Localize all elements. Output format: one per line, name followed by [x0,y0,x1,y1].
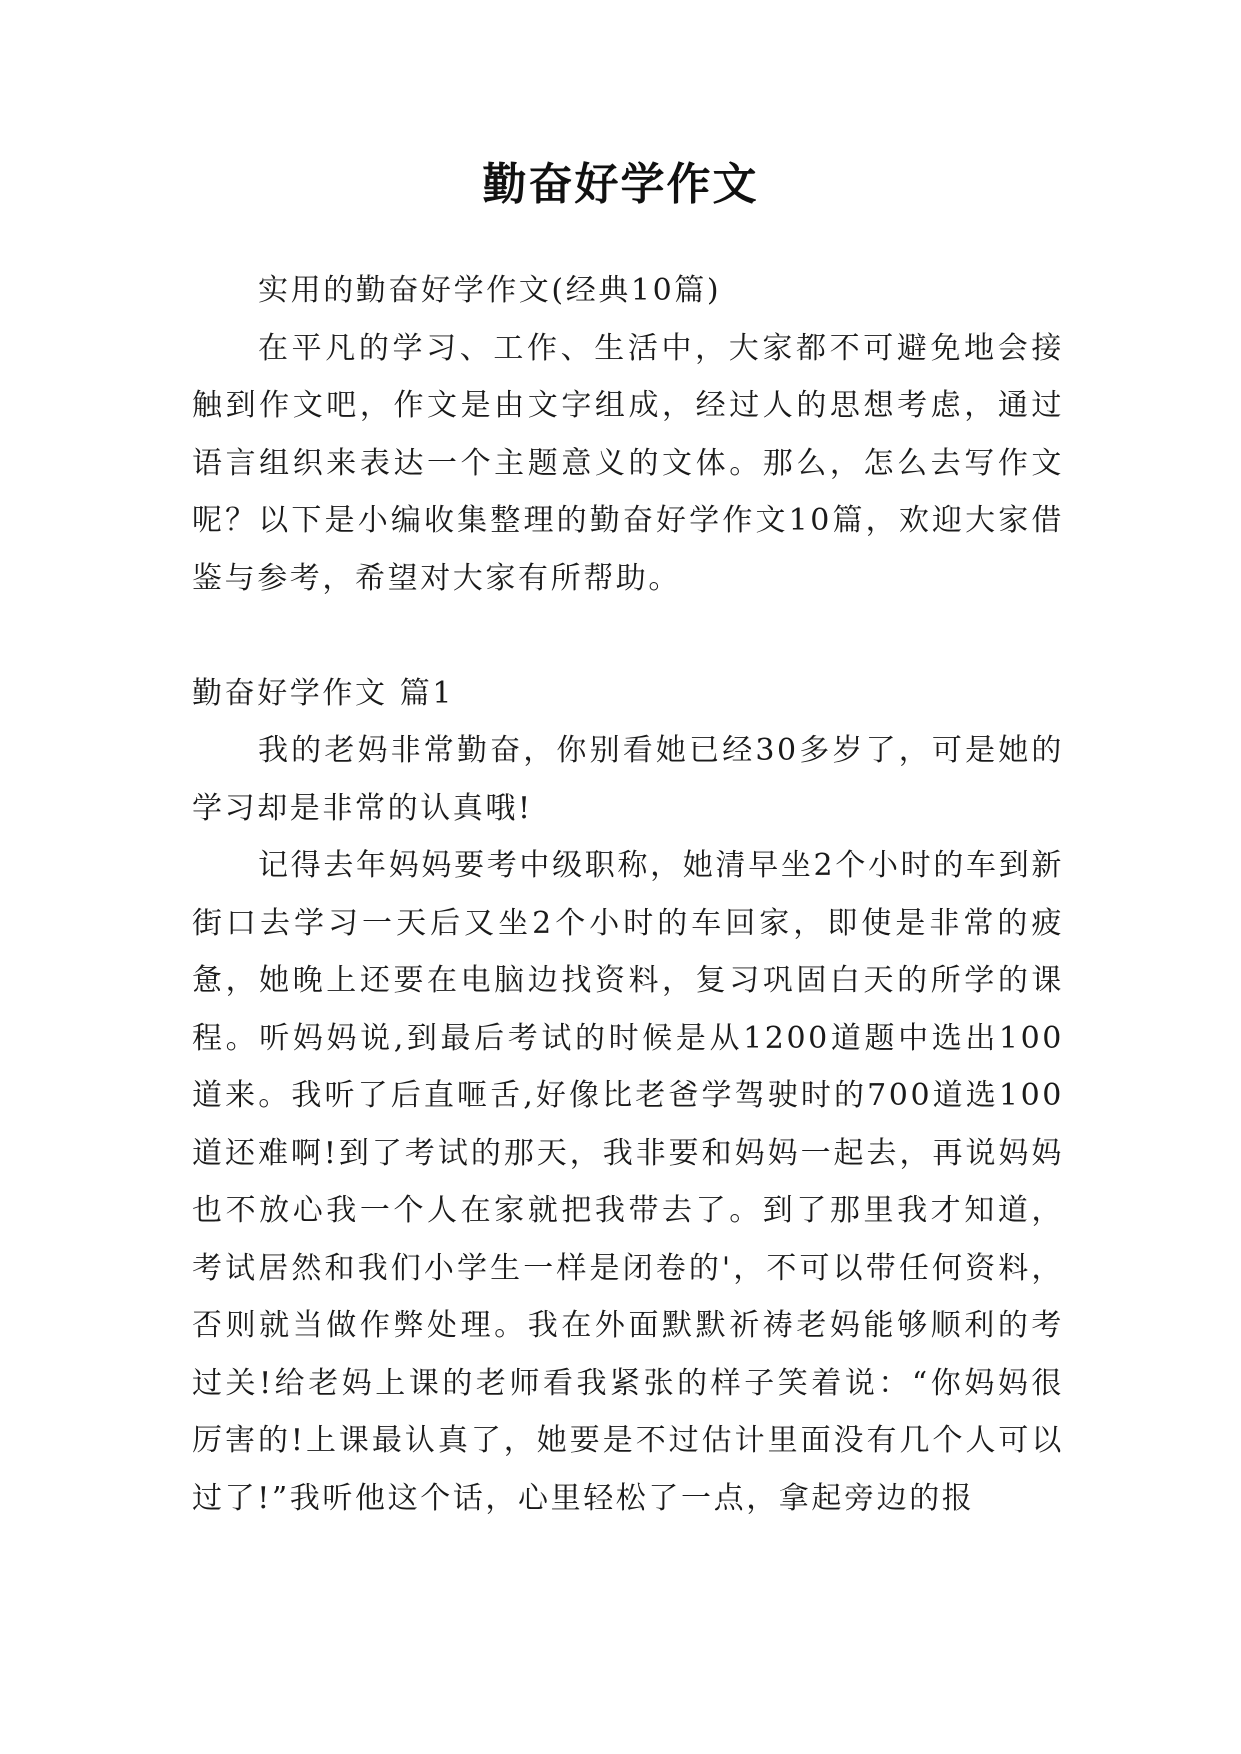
document-title: 勤奋好学作文 [482,159,759,210]
section-heading: 勤奋好学作文 篇1 [192,675,455,711]
document-body [192,262,1064,1527]
body-paragraph-2: 记得去年妈妈要考中级职称，她清早坐2个小时的车到新街口去学习一天后又坐2个小时的车回家，即使是非常的疲惫，她晚上还要在电脑边找资料，复习巩固白天的所学的课程。听妈妈说,到最后考试的时候是从1200道题中选出100道来。我听了后直咂舌,好像比老爸学驾驶时的700道选100道还难啊!到了考试的那天，我非要和妈妈一起去，再说妈妈也不放心我一个人在家就把我带去了。到了那里我才知道，考试居然和我们小学生一样是闭卷的'，不可以带任何资料，否则就当做作弊处理。我在外面默默祈祷老妈能够顺利的考过关!给老妈上课的老师看我紧张的样子笑着说：“你妈妈很厉害的!上课最认真了，她要是不过估计里面没有几个人可以过了!”我听他这个话，心里轻松了一点，拿起旁边的报 [192,848,1064,1516]
section-spacer [192,607,1064,665]
document-subtitle: 实用的勤奋好学作文(经典10篇) [258,273,722,308]
intro-paragraph: 在平凡的学习、工作、生活中，大家都不可避免地会接触到作文吧，作文是由文字组成，经过人的思想考虑，通过语言组织来表达一个主题意义的文体。那么，怎么去写作文呢？以下是小编收集整理的勤奋好学作文10篇，欢迎大家借鉴与参考，希望对大家有所帮助。 [192,330,1064,596]
body-paragraph-1: 我的老妈非常勤奋，你别看她已经30多岁了，可是她的学习却是非常的认真哦! [192,733,1064,826]
